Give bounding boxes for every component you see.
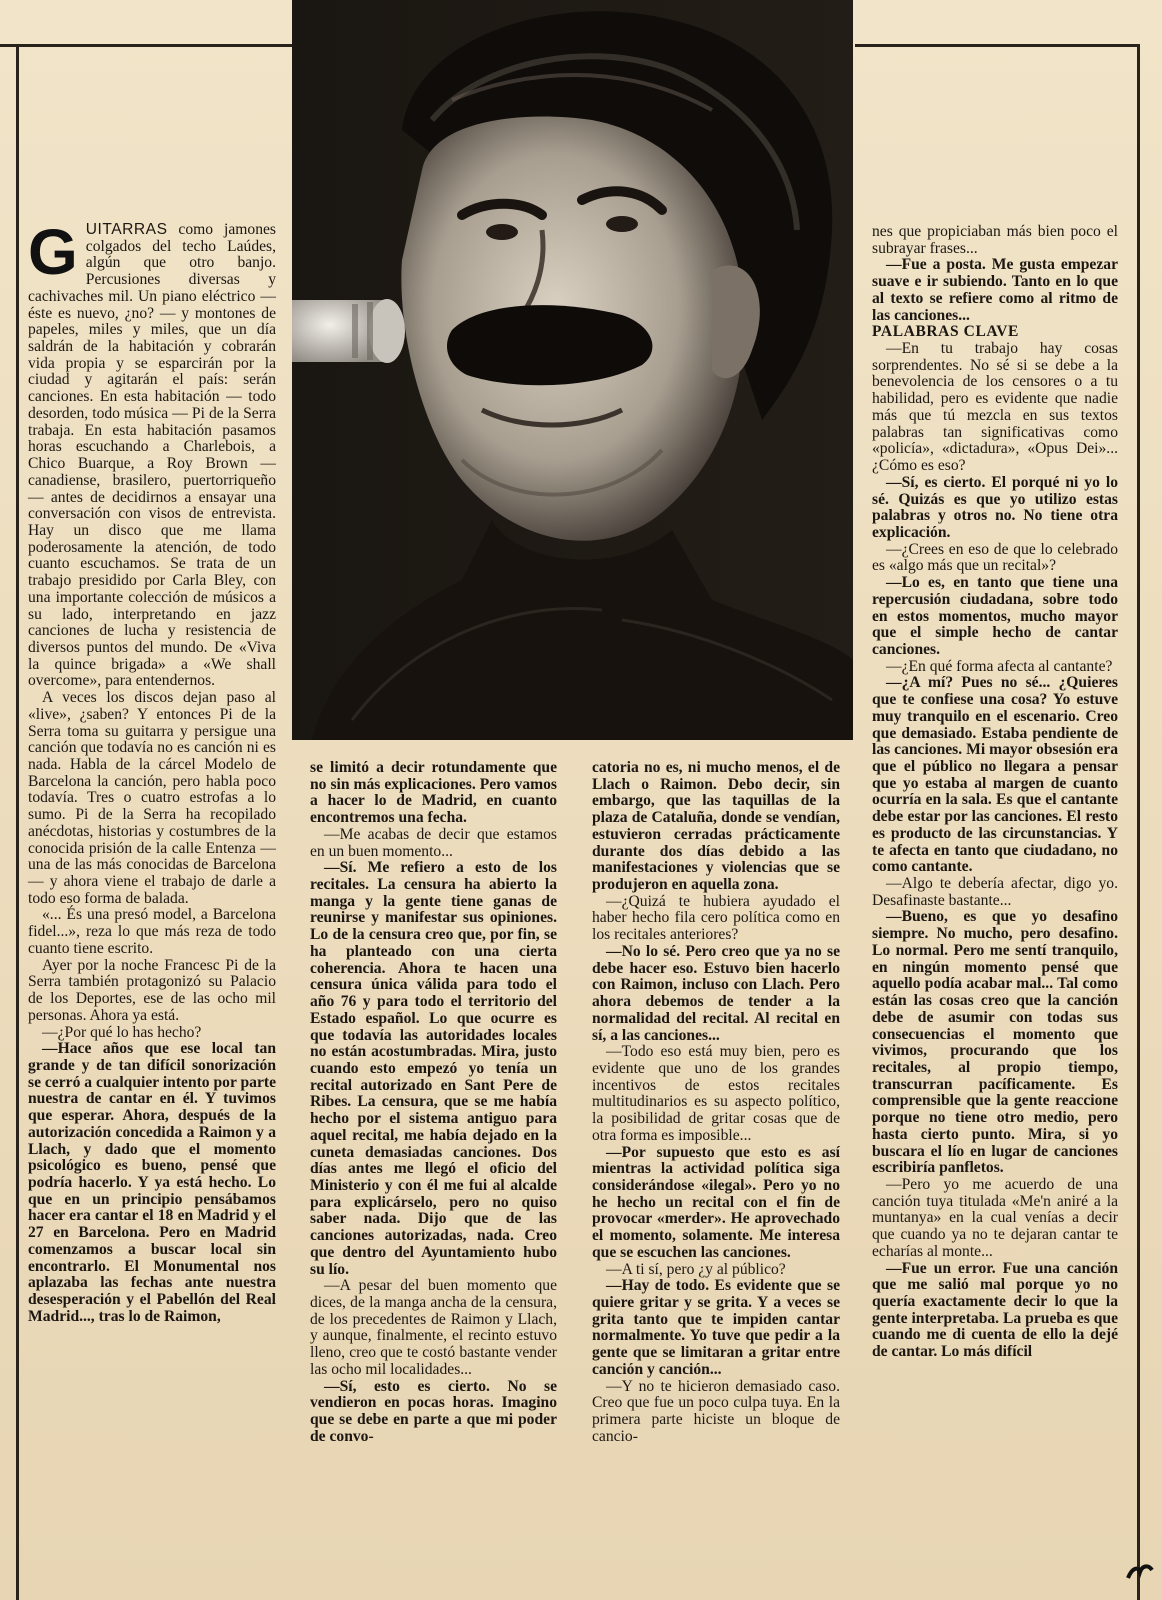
paragraph: «... És una presó model, a Barcelona fidel...», reza lo que más reza de todo cuanto tiene escrito. (28, 906, 276, 957)
answer: —No lo sé. Pero creo que ya no se debe hacer eso. Estuvo bien hacerlo con Raimon, incluso con Llach. Pero ahora debemos de tender a la normalidad del recital. Al recital en sí, a las canciones... (592, 942, 840, 1044)
answer: —Bueno, es que yo desafino siempre. No mucho, pero desafino. Lo normal. Pero me sentí tranquilo, en ningún momento pensé que aquello podía acabar mal... Tal como están las cosas creo que la canción debe de asumir con todas sus consecuencias el momento que vivimos, procurando que los recitales, al propio tiempo, transcurran pacíficamente. Es comprensible que la gente reaccione porque no tiene otro medio, pero hasta cierto punto. Mira, si yo buscara el lío en lugar de canciones escribiría panfletos. (872, 908, 1118, 1177)
answer: —Fue a posta. Me gusta empezar suave e ir subiendo. Tanto en lo que al texto se refiere como al ritmo de las canciones... (872, 256, 1118, 324)
intro-text: como jamones colgados del techo Laúdes, algún que otro banjo. Percusiones diversas y cachivaches mil. Un piano eléctrico — éste es nuevo, ¿no? — y montones de papeles, miles y miles, que un día saldrán de la habitación y cobrarán vida propia y se esparcirán por la ciudad y agitarán el país: serán canciones. En esta habitación — todo desorden, todo música — Pi de la Serra trabaja. En esta habitación pasamos horas escuchando a Charlebois, a Chico Buarque, a Roy Brown — canadiense, brasilero, puertorriqueño — antes de decidirnos a ensayar una conversación con visos de entrevista. Hay un disco que me llama poderosamente la atención, de todo cuanto escuchamos. Se trata de un trabajo presidido por Carla Bley, con una importante colección de músicos a su lado, interpretando en jazz canciones de lucha y resistencia de diversos puntos del mundo. De «Viva la quince brigada» a «We shall overcome», para entendernos. (28, 221, 276, 690)
article-column-1 (28, 216, 277, 1325)
intro-paragraph (28, 216, 276, 690)
question: —Y no te hicieron demasiado caso. Creo que fue un poco culpa tuya. En la primera parte hiciste un bloque de cancio- (592, 1377, 840, 1445)
top-rule-right (855, 44, 1140, 47)
left-border-rule (16, 44, 19, 1600)
microphone-icon (292, 299, 405, 363)
top-rule-left (0, 44, 292, 47)
answer: —Sí. Me refiero a esto de los recitales. La censura ha abierto la manga y la gente tiene ganas de reunirse y manifestar sus opiniones. Lo de la censura creo que, por fin, se ha planteado con una cierta coherencia. Ahora te hacen una censura única válida para todo el año 76 y para todo el territorio del Estado español. Lo que ocurre es que todavía las autoridades locales no están acostumbradas. Mira, justo cuando esto empezó yo tenía un recital autorizado en Sant Pere de Ribes. La censura, que se me había hecho por el sistema antiguo para aquel recital, me había dejado en la cuneta demasiadas canciones. Dos días antes me llegó el oficio del Ministerio y con él me fui al alcalde para explicárselo, pero no quiso saber nada. Dijo que de las canciones autorizadas, nada. Creo que dentro del Ayuntamiento hubo su lío. (310, 859, 557, 1278)
singer-portrait-illustration (292, 0, 853, 740)
paragraph: Ayer por la noche Francesc Pi de la Serra también protagonizó su Palacio de los Deportes, ese de las ocho mil personas. Ahora ya está. (28, 956, 276, 1024)
question: —¿Por qué lo has hecho? (42, 1023, 202, 1041)
question: —¿En qué forma afecta al cantante? (886, 657, 1113, 675)
question: —¿Crees en eso de que lo celebrado es «algo más que un recital»? (872, 540, 1118, 575)
article-column-2 (310, 760, 557, 1445)
lead-word: UITARRAS (85, 221, 168, 238)
question: —A pesar del buen momento que dices, de la manga ancha de la censura, de los precedentes de Raimon y Llach, y aunque, finalmente, el recinto estuvo lleno, creo que te costó bastante vender las ocho mil localidades... (310, 1277, 557, 1378)
continuation-mark (1126, 1562, 1156, 1584)
question: —Algo te debería afectar, digo yo. Desafinaste bastante... (872, 875, 1118, 909)
answer: —Sí, esto es cierto. No se vendieron en pocas horas. Imagino que se debe en parte a que mi poder de convo- (310, 1377, 557, 1445)
answer-continued: se limitó a decir rotundamente que no sin más explicaciones. Pero vamos a hacer lo de Madrid, en cuanto encontremos una fecha. (310, 759, 557, 827)
answer: —Por supuesto que esto es así mientras la actividad política siga considerándose «ilegal». Pero yo no he hecho un recital con el fin de provocar «merder». He aprovechado el momento, solamente. Me interesa que se escuchen las canciones. (592, 1143, 840, 1261)
answer: —¿A mí? Pues no sé... ¿Quieres que te confiese una cosa? Yo estuve muy tranquilo en el escenario. Creo que demasiado. Estaba pendiente de las canciones. Mi mayor obsesión era que el público no llegara a pensar que yo estaba al margen de cuanto ocurría en la sala. Es que el cantante debe estar por las canciones. El resto es producto de las circunstancias. Y te afecta en tanto que ciudadano, no como cantante. (872, 674, 1118, 876)
answer: —Sí, es cierto. El porqué ni yo lo sé. Quizás es que yo utilizo estas palabras y otros no. No tiene otra explicación. (872, 473, 1118, 541)
drop-cap: G (28, 216, 78, 288)
paragraph: A veces los discos dejan paso al «live», ¿saben? Y entonces Pi de la Serra toma su guitarra y persigue una canción que todavía no es canción ni es nada. Habla de la cárcel Modelo de Barcelona la canción, pero habla poco todavía. Tres o cuatro estrofas a lo sumo. Pi de la Serra ha recopilado anécdotas, historias y costumbres de la conocida prisión de la calle Entenza — una de las más conocidas de Barcelona — y ahora viene el trabajo de darle a todo eso forma de balada. (28, 689, 276, 907)
answer: —Hace años que ese local tan grande y de tan difícil sonorización se cerró a cualquier intento por parte nuestra de cantar en él. Y tuvimos que esperar. Ahora, después de la autorización concedida a Raimon y a Llach, y dado que el momento psicológico es bueno, pensé que podría hacerlo. Y ya está hecho. Lo que en un principio pensábamos hacer era cantar el 18 en Madrid y el 27 en Barcelona. Pero en Madrid comenzamos a buscar local sin encontrarlo. El Monumental nos aplazaba las fechas ante nuestra desesperación y el Pabellón del Real Madrid..., tras lo de Raimon, (28, 1040, 277, 1325)
answer: —Hay de todo. Es evidente que se quiere gritar y se grita. Y a veces se grita tanto que te impiden cantar normalmente. Yo tuve que pedir a la gente que se limitaran a gritar entre canción y canción... (592, 1277, 840, 1378)
question: —Todo eso está muy bien, pero es evidente que uno de los grandes incentivos de estos recitales multitudinarios es su aspecto político, la posibilidad de gritar cosas que de otra forma es imposible... (592, 1043, 840, 1144)
singer-photo (292, 0, 853, 740)
article-column-3 (592, 760, 840, 1445)
question: —Me acabas de decir que estamos en un buen momento... (310, 825, 557, 860)
answer: —Fue un error. Fue una canción que me salió mal porque yo no quería exactamente decir lo que la gente interpretaba. La prueba es que cuando me di cuenta de ello la dejé de cantar. Lo más difícil (872, 1259, 1118, 1361)
right-border-rule (1137, 44, 1140, 1600)
question: —A ti sí, pero ¿y al público? (606, 1260, 786, 1278)
continuation-icon (1126, 1562, 1154, 1582)
question-continued: nes que propiciaban más bien poco el subrayar frases... (872, 223, 1118, 257)
article-column-4 (872, 224, 1118, 1361)
section-subhead: PALABRAS CLAVE (872, 323, 1019, 341)
answer-continued: catoria no es, ni mucho menos, el de Llach o Raimon. Debo decir, sin embargo, que las taquillas de la plaza de Cataluña, donde se vendían, estuvieron cerradas prácticamente durante dos días debido a las manifestaciones y violencias que se produjeron en aquella zona. (592, 759, 840, 894)
question: —¿Quizá te hubiera ayudado el haber hecho fila cero política como en los recitales anteriores? (592, 892, 840, 944)
question: —Pero yo me acuerdo de una canción tuya titulada «Me'n aniré a la muntanya» en la cual venías a decir que cuando ya no te dejaran cantar te echarías al monte... (872, 1175, 1118, 1260)
question: —En tu trabajo hay cosas sorprendentes. No sé si se debe a la benevolencia de los censores o a tu habilidad, pero es evidente que nadie más que tú mezcla en sus textos palabras tan significativas como «policía», «dictadura», «Opus Dei»... ¿Cómo es eso? (872, 340, 1118, 475)
answer: —Lo es, en tanto que tiene una repercusión ciudadana, sobre todo en estos momentos, mucho mayor que el simple hecho de cantar canciones. (872, 574, 1118, 658)
